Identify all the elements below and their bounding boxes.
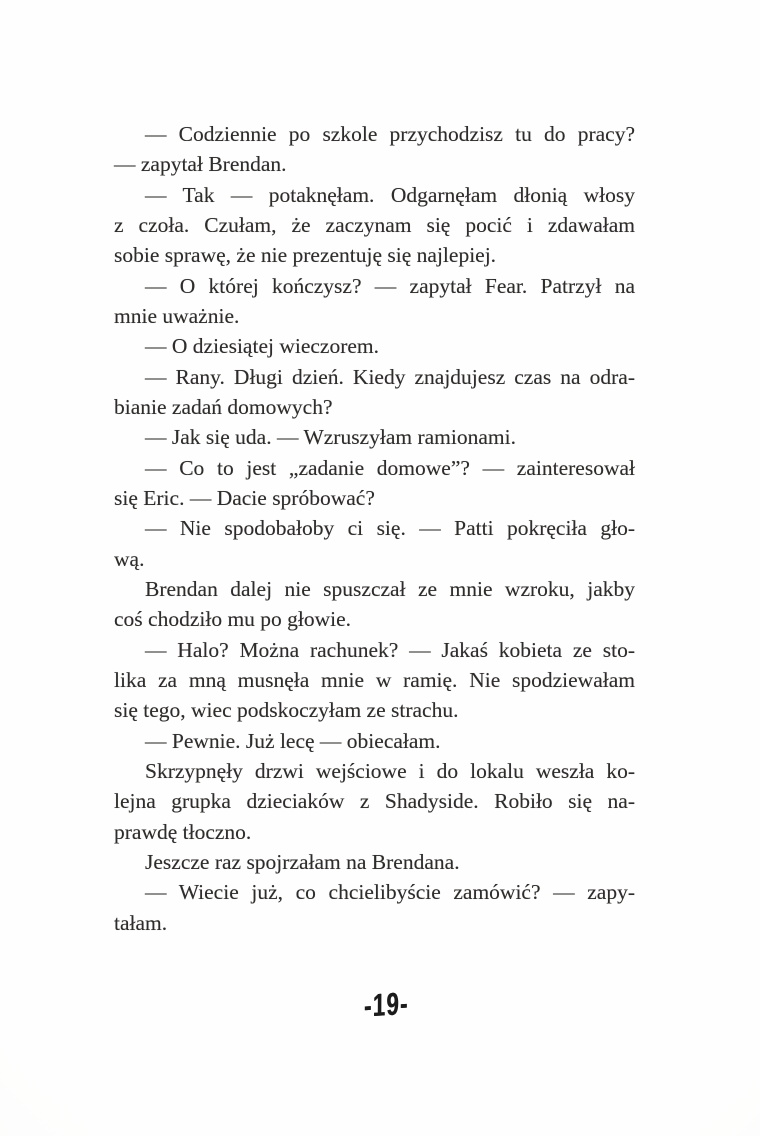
text-line: Skrzypnęły drzwi wejściowe i do lokalu weszła ko- (145, 758, 635, 783)
text-line: wą. (114, 546, 145, 571)
text-line: prawdę tłoczno. (114, 819, 252, 844)
text-line: — Halo? Można rachunek? — Jakaś kobieta ze sto- (145, 637, 635, 662)
text-line: — O której kończysz? — zapytał Fear. Patrzył na (145, 273, 635, 298)
text-line: mnie uważnie. (114, 303, 240, 328)
text-line: — Jak się uda. — Wzruszyłam ramionami. (145, 425, 516, 450)
text-line: lejna grupka dzieciaków z Shadyside. Robiło się na- (114, 789, 635, 814)
text-line: się tego, wiec podskoczyłam ze strachu. (114, 698, 459, 723)
text-line: lika za mną musnęła mnie w ramię. Nie spodziewałam (114, 667, 635, 692)
text-line: sobie sprawę, że nie prezentuję się najlepiej. (114, 243, 497, 268)
text-line: — Pewnie. Już lecę — obiecałam. (145, 728, 441, 753)
page-number: -19- (363, 986, 409, 1025)
text-line: coś chodziło mu po głowie. (114, 607, 352, 632)
text-line: — Tak — potaknęłam. Odgarnęłam dłonią włosy (145, 182, 635, 207)
text-line: — Codziennie po szkole przychodzisz tu do pracy? (145, 122, 635, 146)
page-text (114, 119, 635, 938)
text-line: — Co to jest „zadanie domowe”? — zainteresował (145, 455, 635, 480)
text-line: Jeszcze raz spojrzałam na Brendana. (145, 849, 460, 874)
text-line: — Rany. Długi dzień. Kiedy znajdujesz czas na odra- (145, 364, 635, 389)
text-line: Brendan dalej nie spuszczał ze mnie wzroku, jakby (145, 576, 635, 601)
text-line: — Wiecie już, co chcielibyście zamówić? — zapy- (145, 880, 635, 905)
text-line: bianie zadań domowych? (114, 394, 333, 419)
text-line: — zapytał Brendan. (114, 152, 287, 177)
text-line: z czoła. Czułam, że zaczynam się pocić i zdawałam (114, 212, 635, 237)
text-line: tałam. (114, 910, 168, 935)
text-line: się Eric. — Dacie spróbować? (114, 485, 375, 510)
text-line: — O dziesiątej wieczorem. (145, 334, 380, 359)
page-footer (0, 986, 760, 1025)
text-line: — Nie spodobałoby ci się. — Patti pokręciła gło- (145, 516, 635, 541)
